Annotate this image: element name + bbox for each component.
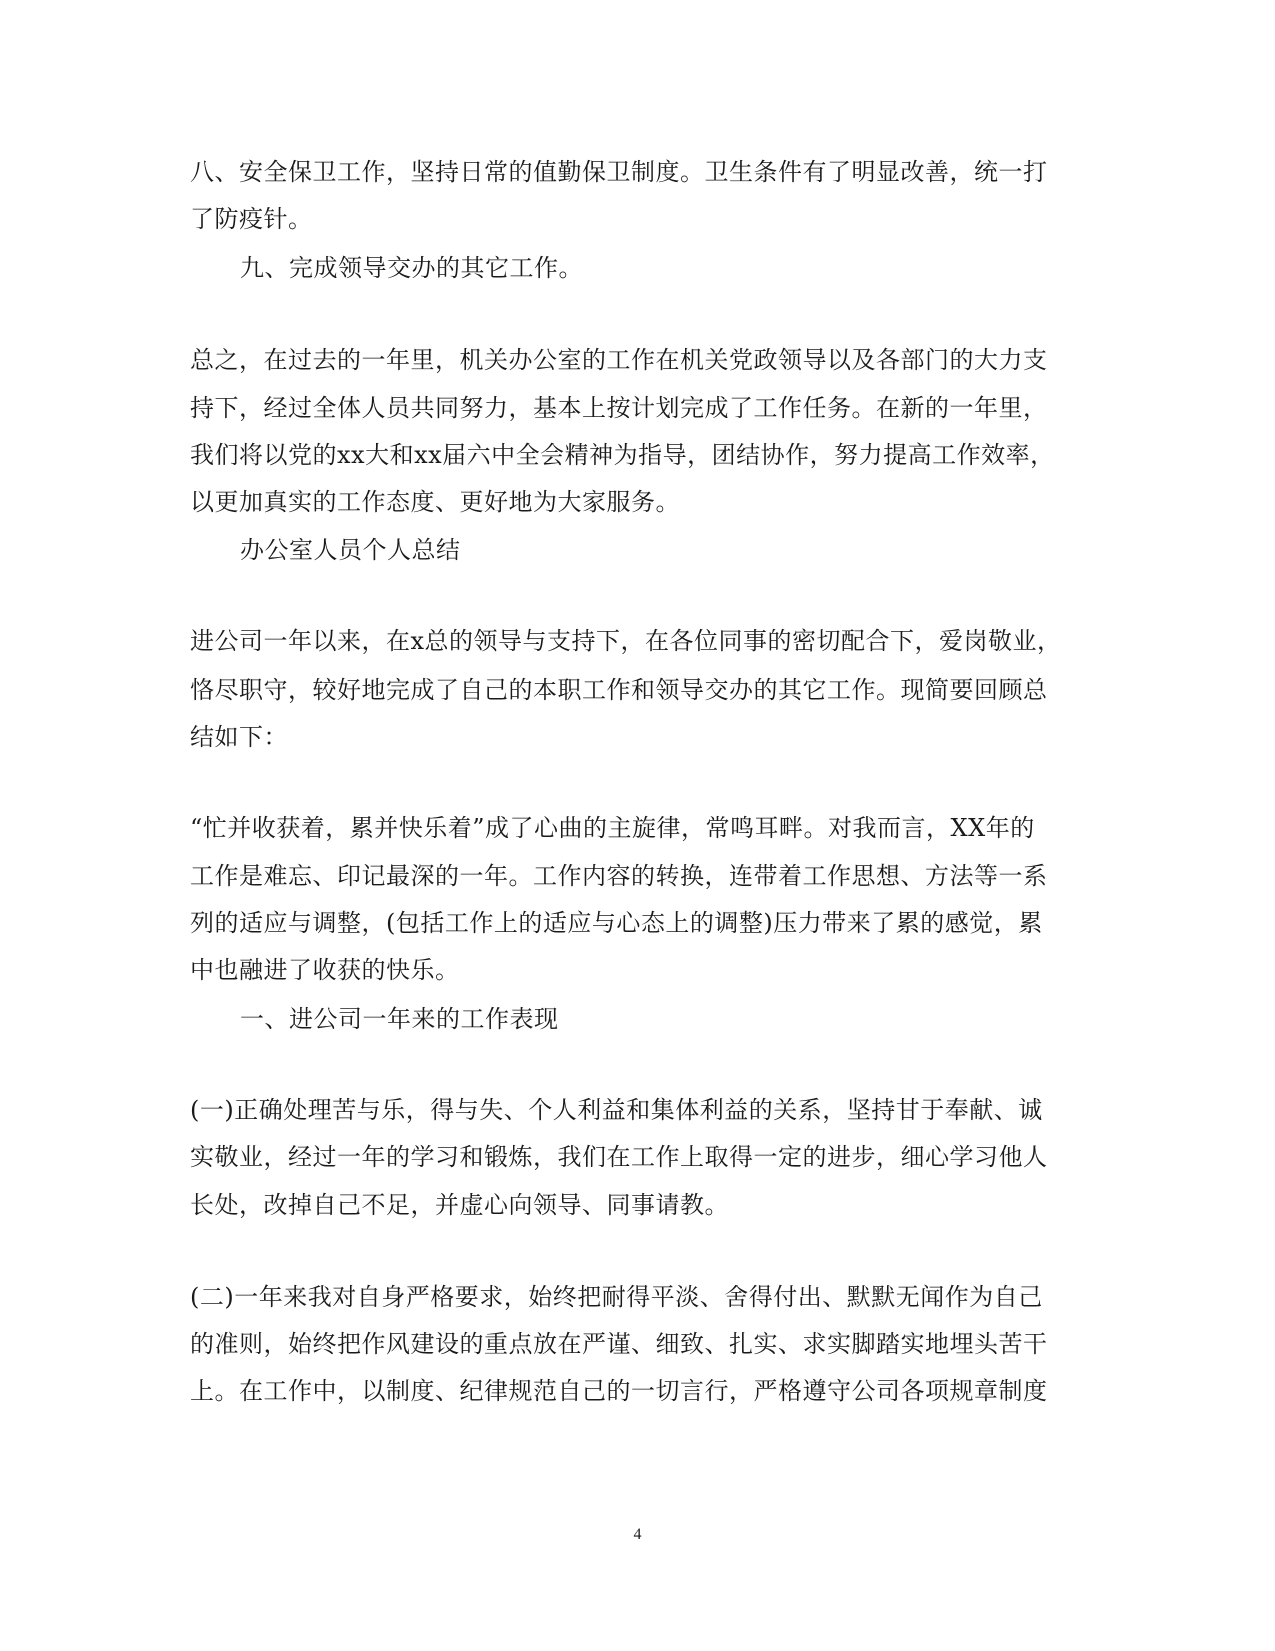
text-line: “忙并收获着，累并快乐着”成了心曲的主旋律，常鸣耳畔。对我而言，XX年的: [190, 814, 1035, 842]
text-line: 我们将以党的xx大和xx届六中全会精神为指导，团结协作，努力提高工作效率，: [190, 441, 1055, 469]
text-line: 持下，经过全体人员共同努力，基本上按计划完成了工作任务。在新的一年里，: [190, 394, 1048, 422]
text-line: 恪尽职守，较好地完成了自己的本职工作和领导交办的其它工作。现简要回顾总: [190, 676, 1048, 704]
text-line: 的准则，始终把作风建设的重点放在严谨、细致、扎实、求实脚踏实地埋头苦干: [190, 1330, 1048, 1358]
text-line: 实敬业，经过一年的学习和锻炼，我们在工作上取得一定的进步，细心学习他人: [190, 1143, 1048, 1171]
text-line: 以更加真实的工作态度、更好地为大家服务。: [190, 488, 680, 516]
text-line: (一)正确处理苦与乐，得与失、个人利益和集体利益的关系，坚持甘于奉献、诚: [190, 1096, 1043, 1124]
text-line: 工作是难忘、印记最深的一年。工作内容的转换，连带着工作思想、方法等一系: [190, 862, 1048, 890]
text-line: 了防疫针。: [190, 205, 313, 233]
page-number: 4: [633, 1526, 642, 1543]
text-line: 中也融进了收获的快乐。: [190, 956, 460, 984]
section-heading: 一、进公司一年来的工作表现: [240, 1005, 559, 1033]
text-line: 进公司一年以来，在x总的领导与支持下，在各位同事的密切配合下，爱岗敬业，: [190, 627, 1062, 655]
text-line: 长处，改掉自己不足，并虚心向领导、同事请教。: [190, 1191, 729, 1219]
text-line: 上。在工作中，以制度、纪律规范自己的一切言行，严格遵守公司各项规章制度: [190, 1377, 1048, 1405]
text-line: 列的适应与调整，(包括工作上的适应与心态上的调整)压力带来了累的感觉，累: [190, 909, 1043, 937]
section-heading: 办公室人员个人总结: [240, 536, 461, 564]
text-line: 总之，在过去的一年里，机关办公室的工作在机关党政领导以及各部门的大力支: [190, 346, 1048, 374]
text-line: (二)一年来我对自身严格要求，始终把耐得平淡、舍得付出、默默无闻作为自己: [190, 1283, 1043, 1311]
text-line: 结如下：: [190, 723, 288, 751]
list-item-text: 九、完成领导交办的其它工作。: [240, 254, 583, 282]
text-line: 八、安全保卫工作，坚持日常的值勤保卫制度。卫生条件有了明显改善，统一打: [190, 158, 1048, 186]
